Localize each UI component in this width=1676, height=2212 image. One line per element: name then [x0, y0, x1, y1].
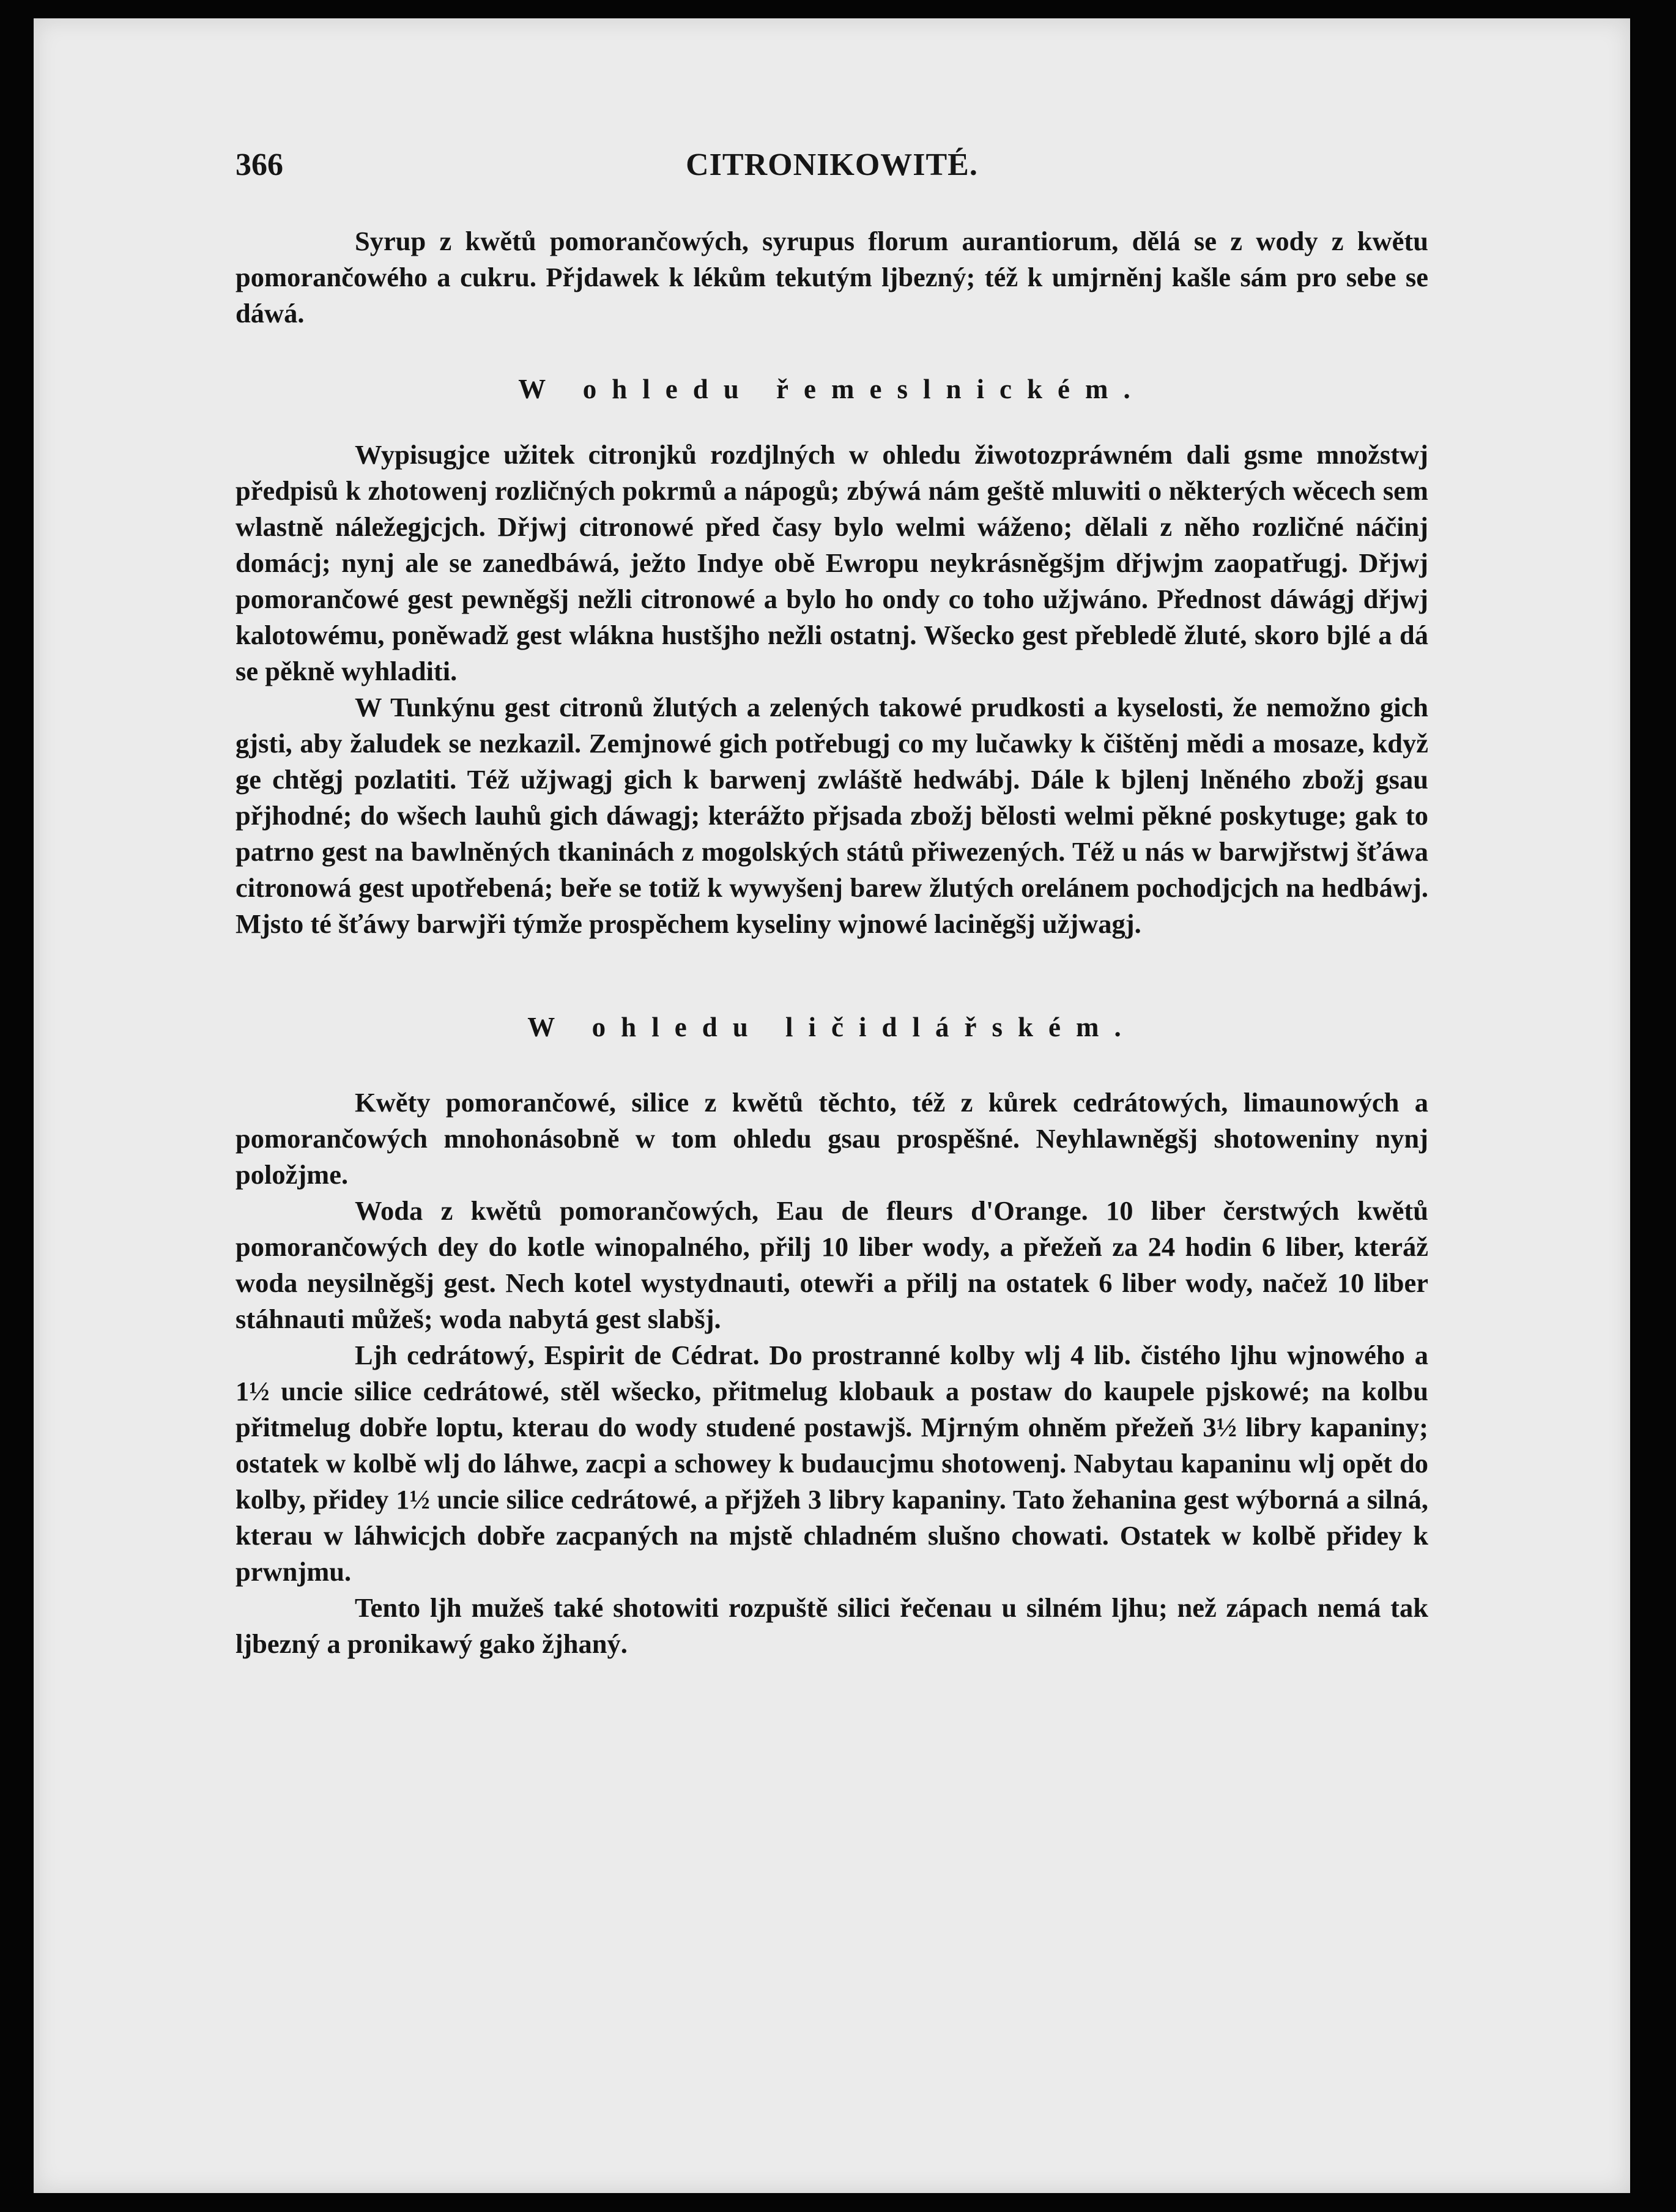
paragraph-kwety: Kwěty pomorančowé, silice z kwětů těchto, též z kůrek cedrátowých, limaunowých a pomorančowých mnohonásobně w tom ohledu gsau prospěšné. Neyhlawněgšj shotoweniny nynj položjme. [235, 1087, 1428, 1190]
section-heading-licidlarske: W ohledu ličidlářském. [527, 1012, 1136, 1042]
section-heading-remeslnicke: W ohledu řemeslnickém. [518, 374, 1146, 404]
page-body [235, 223, 1428, 1662]
paragraph-ljh: Ljh cedrátowý, Espirit de Cédrat. Do prostranné kolby wlj 4 lib. čistého ljhu wjnowého a 1½ uncie silice cedrátowé, stěl wšecko, přitmelug klobauk a postaw do kaupele pjskowé; na kolbu přitmelug dobře loptu, kterau do wody studené postawjš. Mjrným ohněm přežeň 3½ libry kapaniny; ostatek w kolbě wlj do láhwe, zacpi a schowey k budaucjmu shotowenj. Nabytau kapaninu wlj opět do kolby, přidey 1½ uncie silice cedrátowé, a přjžeh 3 libry kapaniny. Tato žehanina gest wýborná a silná, kterau w láhwicjch dobře zacpaných na mjstě chladném slušno chowati. Ostatek w kolbě přidey k prwnjmu. [235, 1340, 1428, 1587]
page-header [235, 147, 1428, 196]
paragraph-tento: Tento ljh mužeš také shotowiti rozpuště silici řečenau u silném ljhu; než zápach nemá tak ljbezný a pronikawý gako žjhaný. [235, 1592, 1428, 1659]
paragraph-syrup: Syrup z kwětů pomorančowých, syrupus florum aurantiorum, dělá se z wody z kwětu pomorančowého a cukru. Přjdawek k lékům tekutým ljbezný; též k umjrněnj kašle sám pro sebe se dáwá. [235, 226, 1428, 328]
book-page [34, 18, 1630, 2193]
running-head: CITRONIKOWITÉ. [686, 147, 978, 182]
paragraph-wypisugjce: Wypisugjce užitek citronjků rozdjlných w ohledu žiwotozpráwném dali gsme množstwj předpisů k zhotowenj rozličných pokrmů a nápogů; zbýwá nám geště mluwiti o některých wěcech sem wlastně náležegjcjch. Dřjwj citronowé před časy bylo welmi wáženo; dělali z něho rozličné náčinj domácj; nynj ale se zanedbáwá, ježto Indye obě Ewropu neykrásněgšjm dřjwjm zaopatřugj. Dřjwj pomorančowé gest pewněgšj nežli citronowé a bylo ho ondy co toho užjwáno. Přednost dáwágj dřjwj kalotowému, poněwadž gest wlákna hustšjho nežli ostatnj. Wšecko gest přebledě žluté, skoro bjlé a dá se pěkně wyhladiti. [235, 439, 1428, 686]
page-number: 366 [235, 147, 283, 182]
paragraph-woda: Woda z kwětů pomorančowých, Eau de fleurs d'Orange. 10 liber čerstwých kwětů pomorančowých dey do kotle winopalného, přilj 10 liber wody, a přežeň za 24 hodin 6 liber, kteráž woda neysilněgšj gest. Nech kotel wystydnauti, otewři a přilj na ostatek 6 liber wody, načež 10 liber stáhnauti můžeš; woda nabytá gest slabšj. [235, 1195, 1428, 1334]
paragraph-tunkynu: W Tunkýnu gest citronů žlutých a zelených takowé prudkosti a kyselosti, že nemožno gich gjsti, aby žaludek se nezkazil. Zemjnowé gich potřebugj co my lučawky k čištěnj mědi a mosaze, když ge chtěgj pozlatiti. Též užjwagj gich k barwenj zwláště hedwábj. Dále k bjlenj lněného zbožj gsau přjhodné; do wšech lauhů gich dáwagj; kterážto přjsada zbožj bělosti welmi pěkné poskytuge; gak to patrno gest na bawlněných tkaninách z mogolských států přiwezených. Též u nás w barwjřstwj šťáwa citronowá gest upotřebená; beře se totiž k wywyšenj barew žlutých orelánem pochodjcjch na hedbáwj. Mjsto té šťáwy barwjři týmže prospěchem kyseliny wjnowé laciněgšj užjwagj. [235, 692, 1428, 939]
